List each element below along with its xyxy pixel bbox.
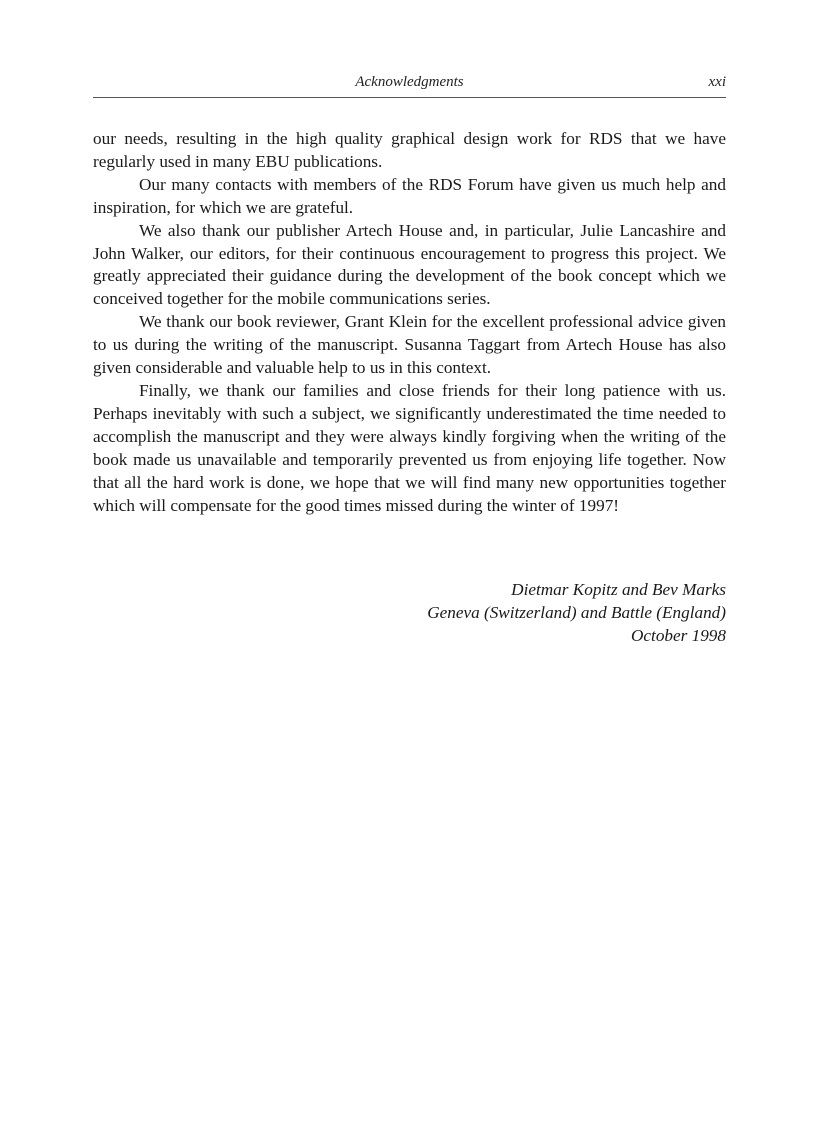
signature-authors: Dietmar Kopitz and Bev Marks xyxy=(511,580,726,599)
running-head xyxy=(93,74,726,94)
signature-block xyxy=(93,578,726,647)
paragraph-families: Finally, we thank our families and close friends for their long patience with us. Perhaps inevitably with such a subject, we significantly underestimated the time needed to accomplish the manuscript and they were always kindly forgiving when the writing of the book made us unavailable and temporarily prevented us from enjoying life together. Now that all the hard work is done, we hope that we will find many new opportunities together which will compensate for the good times missed during the winter of 1997! xyxy=(93,380,726,515)
signature-places: Geneva (Switzerland) and Battle (England) xyxy=(427,603,726,622)
page-number: xxi xyxy=(708,74,726,90)
header-rule xyxy=(93,97,726,98)
paragraph-reviewer: We thank our book reviewer, Grant Klein for the excellent professional advice given to us during the writing of the manuscript. Susanna Taggart from Artech House has also given considerable and valuable help to us in this context. xyxy=(93,312,726,378)
chapter-title: Acknowledgments xyxy=(355,74,464,90)
signature-date: October 1998 xyxy=(631,626,726,645)
paragraph-rds-forum: Our many contacts with members of the RDS Forum have given us much help and inspiration, for which we are grateful. xyxy=(93,174,726,217)
paragraph-continuation: our needs, resulting in the high quality graphical design work for RDS that we have regularly used in many EBU publications. xyxy=(93,129,726,171)
body-text xyxy=(93,128,726,517)
paragraph-publisher: We also thank our publisher Artech House and, in particular, Julie Lancashire and John Walker, our editors, for their continuous encouragement to progress this project. We greatly appreciated their guidance during the development of the book concept which we conceived together for the mobile communications series. xyxy=(93,220,726,309)
